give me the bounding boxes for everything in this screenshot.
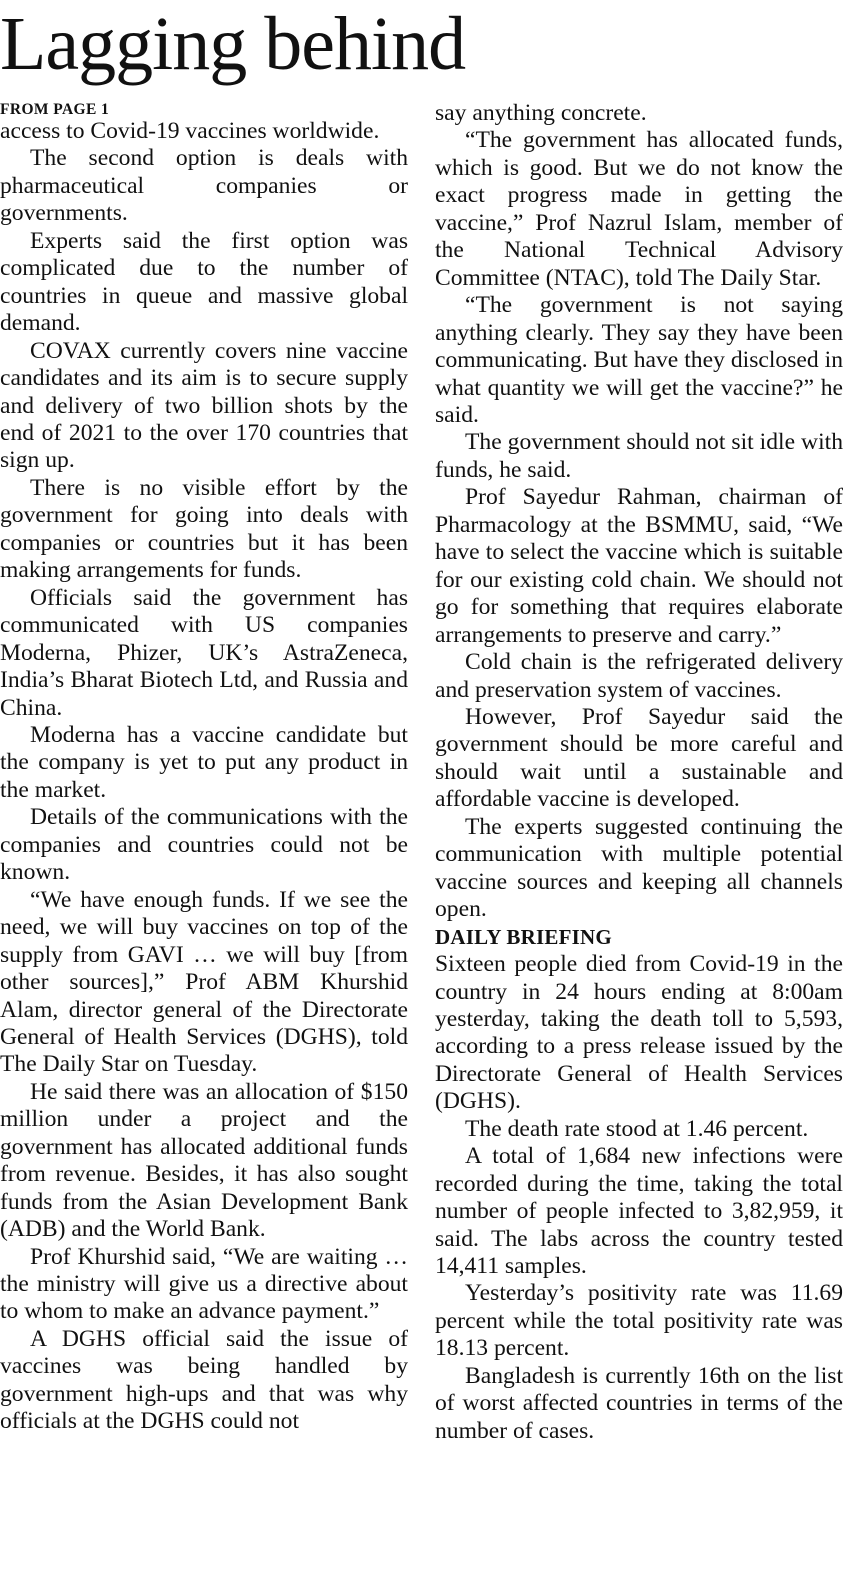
paragraph: There is no visible effort by the government for going into deals with companies or countries but it has been making arrangements for funds. [0,474,408,584]
paragraph: Officials said the government has communicated with US companies Moderna, Phizer, UK’s AstraZeneca, India’s Bharat Biotech Ltd, and Russia and China. [0,584,408,721]
paragraph: Bangladesh is currently 16th on the list of worst affected countries in terms of the number of cases. [435,1362,843,1444]
article-column-left [0,100,408,1436]
paragraph: The experts suggested continuing the communication with multiple potential vaccine sources and keeping all channels open. [435,813,843,923]
paragraph: The second option is deals with pharmaceutical companies or governments. [0,145,408,227]
paragraph: The death rate stood at 1.46 percent. [465,1115,809,1142]
paragraph: He said there was an allocation of $150 million under a project and the government has allocated additional funds from revenue. Besides, it has also sought funds from the Asian Development Bank (ADB) and the World Bank. [0,1078,408,1243]
paragraph: A total of 1,684 new infections were recorded during the time, taking the total number of people infected to 3,82,959, it said. The labs across the country tested 14,411 samples. [435,1143,843,1280]
jump-line: FROM PAGE 1 [0,101,110,118]
paragraph: say anything concrete. [435,100,647,126]
headline: Lagging behind [0,2,466,86]
paragraph: The government should not sit idle with funds, he said. [435,429,843,483]
paragraph: Experts said the first option was complicated due to the number of countries in queue and massive global demand. [0,227,408,337]
paragraph: “The government is not saying anything clearly. They say they have been communicating. But have they disclosed in what quantity we will get the vaccine?” he said. [435,292,843,428]
paragraph: Sixteen people died from Covid-19 in the country in 24 hours ending at 8:00am yesterday, taking the death toll to 5,593, according to a press release issued by the Directorate General of Health Services (DGHS). [435,951,843,1115]
paragraph: COVAX currently covers nine vaccine candidates and its aim is to secure supply and delivery of two billion shots by the end of 2021 to the over 170 countries that sign up. [0,337,408,474]
paragraph: “We have enough funds. If we see the need, we will buy vaccines on top of the supply from GAVI … we will buy [from other sources],” Prof ABM Khurshid Alam, director general of the Directorate General of Health Services (DGHS), told The Daily Star on Tuesday. [0,886,408,1078]
paragraph: Prof Khurshid said, “We are waiting … the ministry will give us a directive about to whom to make an advance payment.” [0,1243,408,1325]
paragraph: A DGHS official said the issue of vaccines was being handled by government high-ups and that was why officials at the DGHS could not [0,1325,408,1435]
paragraph: Prof Sayedur Rahman, chairman of Pharmacology at the BSMMU, said, “We have to select the vaccine which is suitable for our existing cold chain. We should not go for something that requires elaborate arrangements to preserve and carry.” [435,484,843,648]
paragraph: Details of the communications with the companies and countries could not be known. [0,804,408,886]
paragraph: Yesterday’s positivity rate was 11.69 percent while the total positivity rate was 18.13 percent. [435,1280,843,1362]
paragraph: Cold chain is the refrigerated delivery and preservation system of vaccines. [435,649,843,703]
section-subhead: DAILY BRIEFING [435,924,612,949]
paragraph: Moderna has a vaccine candidate but the company is yet to put any product in the market. [0,721,408,803]
article-column-right [435,100,843,1445]
paragraph: access to Covid-19 vaccines worldwide. [0,118,380,144]
paragraph: However, Prof Sayedur said the government should be more careful and should wait until a sustainable and affordable vaccine is developed. [435,703,843,813]
paragraph: “The government has allocated funds, which is good. But we do not know the exact progress made in getting the vaccine,” Prof Nazrul Islam, member of the National Technical Advisory Committee (NTAC), told The Daily Star. [435,127,843,291]
